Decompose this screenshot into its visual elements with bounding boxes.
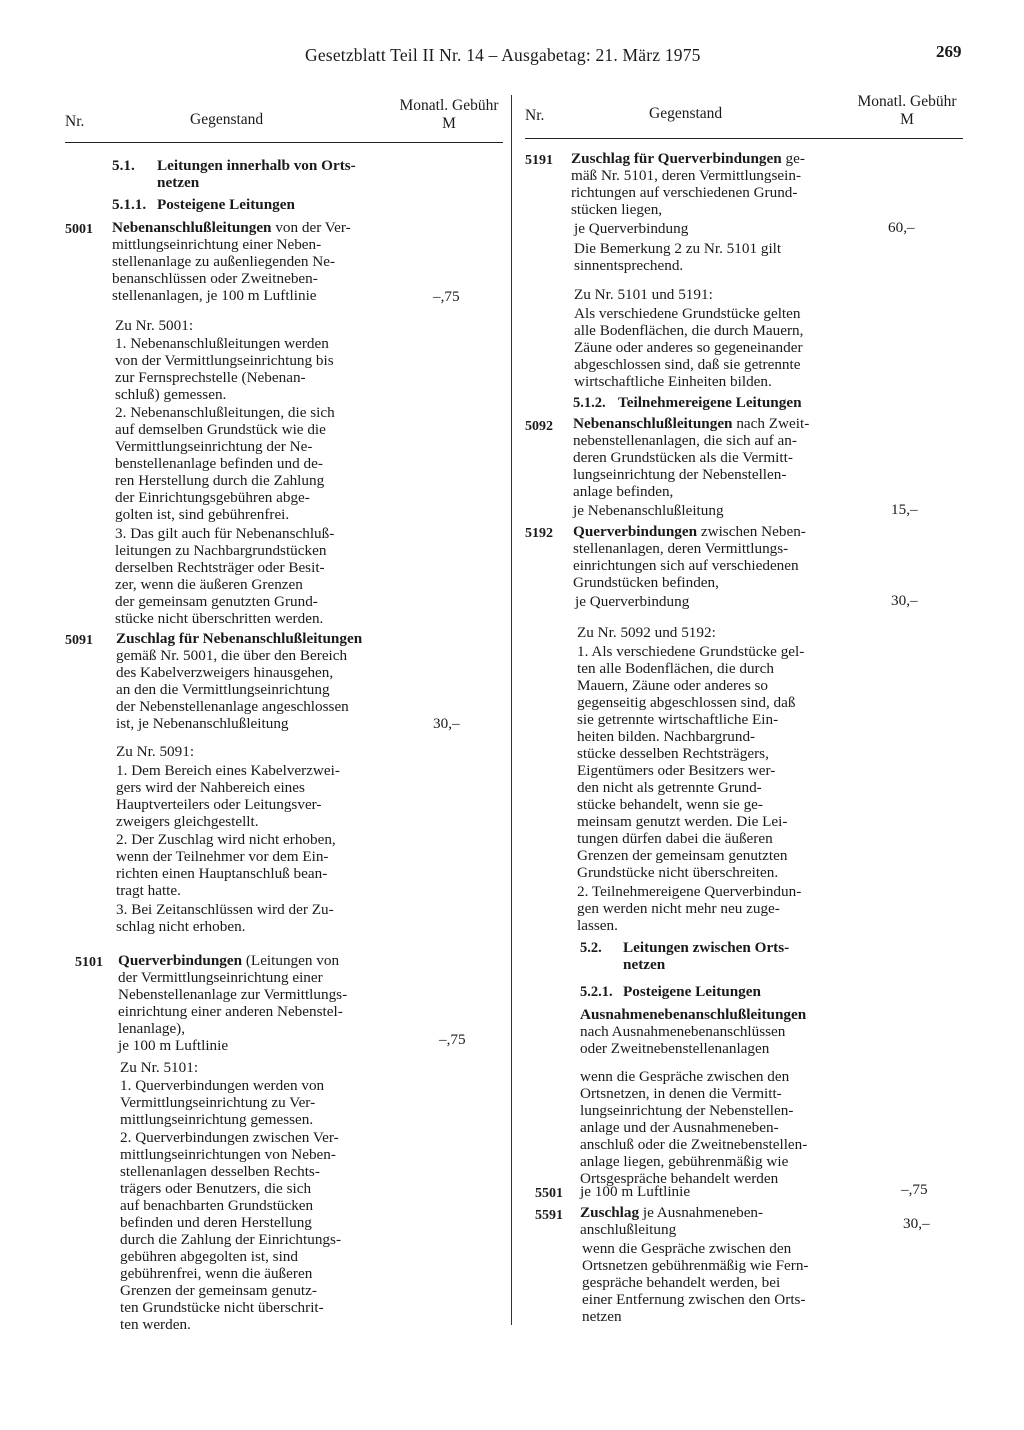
text-line: 2. Nebenanschlußleitungen, die sich [115,404,335,421]
page-header: Gesetzblatt Teil II Nr. 14 – Ausgabetag: 21. März 1975 [305,45,701,65]
text-line: stellenanlagen desselben Rechts- [120,1163,320,1180]
text-line: Mauern, Zäune oder anderes so [577,677,769,694]
text-line: 1. Als verschiedene Grundstücke gel- [577,643,805,660]
text-line: wenn die Gespräche zwischen den [582,1240,792,1257]
subsection-number: 5.1.1. [112,196,147,213]
text-line: von der Vermittlungseinrichtung bis [115,352,334,369]
header-fee-unit: M [900,111,914,128]
text-line: Ortsgespräche behandelt werden [580,1170,779,1187]
text-line: ten Grundstücke nicht überschrit- [120,1299,324,1316]
note-head: Zu Nr. 5092 und 5192: [577,624,716,641]
text-line: Zäune oder anderes so gegeneinander [574,339,803,356]
section-title: Leitungen innerhalb von Orts- netzen [157,157,356,191]
text-line: Vermittlungseinrichtung der Ne- [115,438,313,455]
text-line: anlage liegen, gebührenmäßig wie [580,1153,789,1170]
note-item [116,831,382,899]
text-line: der Einrichtungsgebühren abge- [115,489,310,506]
text-line: heiten bilden. Nachbargrund- [577,728,756,745]
header-nr: Nr. [65,113,85,130]
text-line: 3. Das gilt auch für Nebenanschluß- [115,525,335,542]
text-line: befinden und deren Herstellung [120,1214,312,1231]
text-line: Die Bemerkung 2 zu Nr. 5101 gilt [574,240,782,257]
text-line: gers wird der Nahbereich eines [116,779,305,796]
section-title: Leitungen zwischen Orts- netzen [623,939,790,973]
text-line: Eigentümers oder Besitzers wer- [577,762,776,779]
text-line: Vermittlungseinrichtung zu Ver- [120,1094,316,1111]
entry-text-cont [573,540,843,591]
entry-fee: 60,– [888,219,915,236]
note-item [115,335,377,403]
subsection-number: 5.2.1. [580,984,613,1000]
entry-note [574,240,844,274]
note-item [577,643,845,881]
text-line: lenanlage), [118,1020,186,1037]
text-line: deren Grundstücken als die Vermitt- [573,449,793,466]
section-number: 5.1. [112,157,135,174]
header-fee-label: Monatl. Gebühr [857,93,957,110]
note-head: Zu Nr. 5101 und 5191: [574,286,713,303]
text-line: leitungen zu Nachbargrundstücken [115,542,327,559]
entry-number: 5092 [525,419,553,434]
entry-text [580,1023,850,1057]
section-number: 5.2. [580,940,602,956]
text-line: mittlungseinrichtungen von Neben- [120,1146,336,1163]
text-line: ren Herstellung durch die Zahlung [115,472,325,489]
entry-unit: je Nebenanschlußleitung [573,502,724,519]
text-line: zweigers gleichgestellt. [116,813,259,830]
header-fee-label: Monatl. Gebühr [399,97,499,114]
entry-number: 5192 [525,526,553,541]
text-line: der Nebenstellenanlage angeschlossen [116,698,349,715]
text-line: netzen [582,1308,622,1325]
text-line: meinsam genutzt werden. Die Lei- [577,813,788,830]
entry-number: 5501 [535,1186,563,1201]
column-divider [511,95,512,1325]
entry-text-cont [573,432,843,500]
text-line: Als verschiedene Grundstücke gelten [574,305,801,322]
entry-number: 5591 [535,1208,563,1223]
text-line: schlag nicht erhoben. [116,918,246,935]
subsection-number: 5.1.2. [573,395,606,411]
text-line: an den die Vermittlungseinrichtung [116,681,330,698]
header-fee-unit: M [442,115,456,132]
entry-text-cont [118,969,386,1054]
entry-text: Querverbindungen (Leitungen von [118,952,340,969]
entry-text: Nebenanschlußleitungen von der Ver- mittlungseinrichtung einer Neben- stellenanlage zu außenliegenden Ne- benanschlüssen oder Zweitneben- stellenanlagen, je 100 m Luftlinie [112,219,351,304]
text-line: tragt hatte. [116,882,181,899]
note-item [120,1129,390,1333]
text-line: einrichtung einer anderen Nebenstel- [118,1003,343,1020]
text-line: einer Entfernung zwischen den Orts- [582,1291,806,1308]
text-line: gebühren abgegolten ist, sind [120,1248,298,1265]
header-rule [65,142,503,143]
text-line: schluß) gemessen. [115,386,227,403]
text-line: 3. Bei Zeitanschlüssen wird der Zu- [116,901,334,918]
text-line: stellenanlagen, deren Vermittlungs- [573,540,789,557]
text-line: einrichtungen sich auf verschiedenen [573,557,799,574]
entry-title: Zuschlag für Nebenanschlußleitungen [116,630,363,647]
text-line: nach Ausnahmenebenanschlüssen [580,1023,786,1040]
text-line: zur Fernsprechstelle (Nebenan- [115,369,306,386]
text-line: auf demselben Grundstück wie die [115,421,326,438]
text-line: Hauptverteilers oder Leitungsver- [116,796,322,813]
text-line: Grenzen der gemeinsam genutz- [120,1282,317,1299]
text-line: benstellenanlage befinden und de- [115,455,323,472]
text-line: abgeschlossen sind, daß sie getrennte [574,356,801,373]
entry-unit: je Querverbindung [575,593,690,610]
text-line: gebührenfrei, wenn die äußeren [120,1265,313,1282]
text-line: 2. Teilnehmereigene Querverbindun- [577,883,802,900]
text-line: sie getrennte wirtschaftliche Ein- [577,711,779,728]
left-column [65,93,503,1333]
note-item [115,404,377,523]
entry-unit: je Querverbindung [574,220,689,237]
text-line: nebenstellenanlagen, die sich auf an- [573,432,797,449]
note-item [577,883,845,934]
header-fee [851,93,963,129]
entry-fee: –,75 [433,288,460,305]
text-line: anlage befinden, [573,483,674,500]
entry-number: 5091 [65,633,93,648]
text-line: tungen dürfen dabei die äußeren [577,830,773,847]
text-line: Grenzen der gemeinsam genutzten [577,847,788,864]
text-line: stücke desselben Rechtsträgers, [577,745,769,762]
text-line: Ortsnetzen, in denen die Vermitt- [580,1085,782,1102]
entry-fee: 15,– [891,501,918,518]
text-line: 2. Der Zuschlag wird nicht erhoben, [116,831,336,848]
text-line: trägers oder Benutzers, die sich [120,1180,312,1197]
entry-title: Ausnahmenebenanschlußleitungen [580,1006,807,1023]
text-line: Grundstücken befinden, [573,574,719,591]
text-line: anlage und der Ausnahmeneben- [580,1119,779,1136]
text-line: wirtschaftliche Einheiten bilden. [574,373,772,390]
header-gegenstand: Gegenstand [190,111,264,128]
text-line: lassen. [577,917,618,934]
entry-fee: 30,– [433,715,460,732]
text-line: lungseinrichtung der Nebenstellen- [573,466,787,483]
text-line: gen werden nicht mehr neu zuge- [577,900,780,917]
text-line: Grundstücke nicht überschreiten. [577,864,779,881]
text-line: wenn der Teilnehmer vor dem Ein- [116,848,329,865]
entry-text: Zuschlag je Ausnahmeneben- anschlußleitung [580,1204,764,1238]
text-line: auf benachbarten Grundstücken [120,1197,314,1214]
entry-text [116,647,384,732]
page-number: 269 [936,42,962,61]
text-line: der Vermittlungseinrichtung einer [118,969,323,986]
text-line: 1. Dem Bereich eines Kabelverzwei- [116,762,340,779]
text-line: der gemeinsam genutzten Grund- [115,593,318,610]
text-line: 2. Querverbindungen zwischen Ver- [120,1129,339,1146]
entry-text: Querverbindungen zwischen Neben- [573,523,806,540]
entry-fee: –,75 [439,1031,466,1048]
note-item [120,1077,390,1128]
text-line: stücke behandelt, wenn sie ge- [577,796,763,813]
text-line: ten alle Bodenflächen, die durch [577,660,774,677]
text-line: ist, je Nebenanschlußleitung [116,715,289,732]
text-line: stücke nicht überschritten werden. [115,610,324,627]
entry-fee: –,75 [901,1181,928,1198]
text-line: des Kabelverzweigers hinausgehen, [116,664,334,681]
text-line: Ortsnetzen gebührenmäßig wie Fern- [582,1257,809,1274]
text-line: ten werden. [120,1316,191,1333]
text-line: lungseinrichtung der Nebenstellen- [580,1102,794,1119]
text-line: oder Zweitnebenstellenanlagen [580,1040,770,1057]
note-head: Zu Nr. 5001: [115,317,194,334]
text-line: Nebenstellenanlage zur Vermittlungs- [118,986,348,1003]
text-line: stücken liegen, [571,201,663,218]
entry-text: je 100 m Luftlinie [580,1183,691,1200]
text-line: 1. Querverbindungen werden von [120,1077,325,1094]
subsection-title: Posteigene Leitungen [157,196,295,213]
header-nr: Nr. [525,107,545,124]
text-line: richtungen auf verschiedenen Grund- [571,184,798,201]
entry-text: Zuschlag für Querverbindungen ge- [571,150,805,167]
note-item [115,525,377,627]
header-rule [525,138,963,139]
text-line: mittlungseinrichtung gemessen. [120,1111,314,1128]
note-head: Zu Nr. 5091: [116,743,195,760]
entry-condition [582,1240,850,1325]
text-line: gegenseitig abgeschlossen sind, daß [577,694,796,711]
text-line: 1. Nebenanschlußleitungen werden [115,335,329,352]
header-gegenstand: Gegenstand [649,105,723,122]
entry-text-cont [571,167,841,218]
text-line: sinnentsprechend. [574,257,684,274]
note-item [116,901,382,935]
note-item [116,762,382,830]
note-head: Zu Nr. 5101: [120,1059,199,1076]
text-line: alle Bodenflächen, die durch Mauern, [574,322,804,339]
text-line: je 100 m Luftlinie [118,1037,229,1054]
entry-number: 5101 [75,955,103,970]
entry-fee: 30,– [903,1215,930,1232]
text-line: golten ist, sind gebührenfrei. [115,506,290,523]
subsection-title: Posteigene Leitungen [623,983,761,1000]
text-line: den nicht als getrennte Grund- [577,779,762,796]
text-line: durch die Zahlung der Einrichtungs- [120,1231,341,1248]
entry-text: Nebenanschlußleitungen nach Zweit- [573,415,810,432]
text-line: gespräche behandelt werden, bei [582,1274,781,1291]
header-fee [393,97,505,133]
text-line: gemäß Nr. 5001, die über den Bereich [116,647,348,664]
entry-fee: 30,– [891,592,918,609]
subsection-title: Teilnehmereigene Leitungen [618,394,802,411]
text-line: richten einen Hauptanschluß bean- [116,865,328,882]
text-line: mäß Nr. 5101, deren Vermittlungsein- [571,167,802,184]
note-text [574,305,844,390]
text-line: zer, wenn die äußeren Grenzen [115,576,303,593]
text-line: anschluß oder die Zweitnebenstellen- [580,1136,808,1153]
entry-condition [580,1068,848,1187]
text-line: wenn die Gespräche zwischen den [580,1068,790,1085]
text-line: derselben Rechtsträger oder Besit- [115,559,325,576]
right-column [525,93,963,1333]
entry-number: 5001 [65,222,93,237]
entry-number: 5191 [525,153,553,168]
